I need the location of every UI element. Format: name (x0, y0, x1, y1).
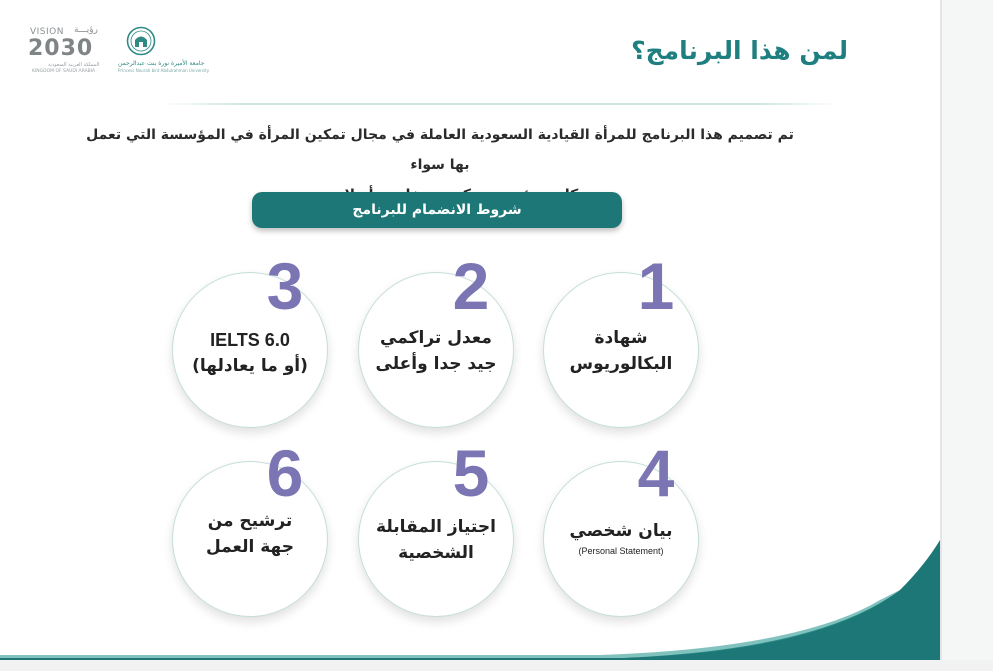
requirement-line-2: البكالوريوس (569, 354, 673, 374)
intro-line-1: تم تصميم هذا البرنامج للمرأة القيادية السعودية العاملة في مجال تمكين المرأة في المؤسسة التي تعمل بها سواء (86, 127, 794, 173)
requirement-ielts (172, 249, 328, 428)
requirement-line-1: ترشيح من (207, 511, 293, 531)
requirement-line-2: الشخصية (398, 543, 474, 563)
university-emblem-icon (126, 26, 156, 56)
requirement-line-1: شهادة (594, 328, 648, 348)
requirement-line-1: IELTS 6.0 (210, 330, 290, 350)
title-divider (160, 103, 840, 105)
requirement-number: 4 (637, 436, 675, 510)
conditions-banner: شروط الانضمام للبرنامج (252, 192, 622, 228)
requirement-line-2: جهة العمل (205, 537, 295, 557)
vision-2030-logo (26, 24, 116, 76)
vision-kingdom-ar: المملكة العربية السعودية (48, 62, 100, 68)
bottom-wave-decoration (0, 530, 940, 660)
requirement-line-1: بيان شخصي (569, 521, 673, 541)
right-margin (940, 0, 993, 671)
requirement-number: 3 (266, 249, 304, 323)
university-logo (118, 24, 210, 76)
university-name-en: Princess Nourah bint Abdulrahman University (118, 68, 210, 73)
requirement-number: 1 (637, 249, 675, 323)
page-title: لمن هذا البرنامج؟ (631, 36, 848, 65)
requirement-number: 6 (266, 436, 304, 510)
requirement-number: 2 (452, 249, 490, 323)
requirement-bachelor (543, 249, 699, 428)
requirement-sub: (Personal Statement) (578, 546, 664, 556)
requirement-line-2: جيد جدا وأعلى (375, 354, 497, 374)
requirement-number: 5 (452, 436, 490, 510)
vision-number: 2030 (28, 36, 94, 61)
vision-word: VISION (30, 27, 64, 37)
requirement-line-1: معدل تراكمي (380, 328, 492, 348)
bottom-margin (0, 660, 993, 671)
requirement-line-2: (أو ما يعادلها) (192, 356, 308, 376)
vision-arabic: رؤيـــة (74, 25, 98, 35)
vision-kingdom-en: KINGDOM OF SAUDI ARABIA (32, 69, 96, 74)
requirement-gpa (358, 249, 514, 428)
university-name-ar: جامعة الأميرة نورة بنت عبدالرحمن (118, 60, 205, 67)
logos (26, 24, 210, 80)
requirement-line-1: اجتياز المقابلة (376, 517, 496, 537)
